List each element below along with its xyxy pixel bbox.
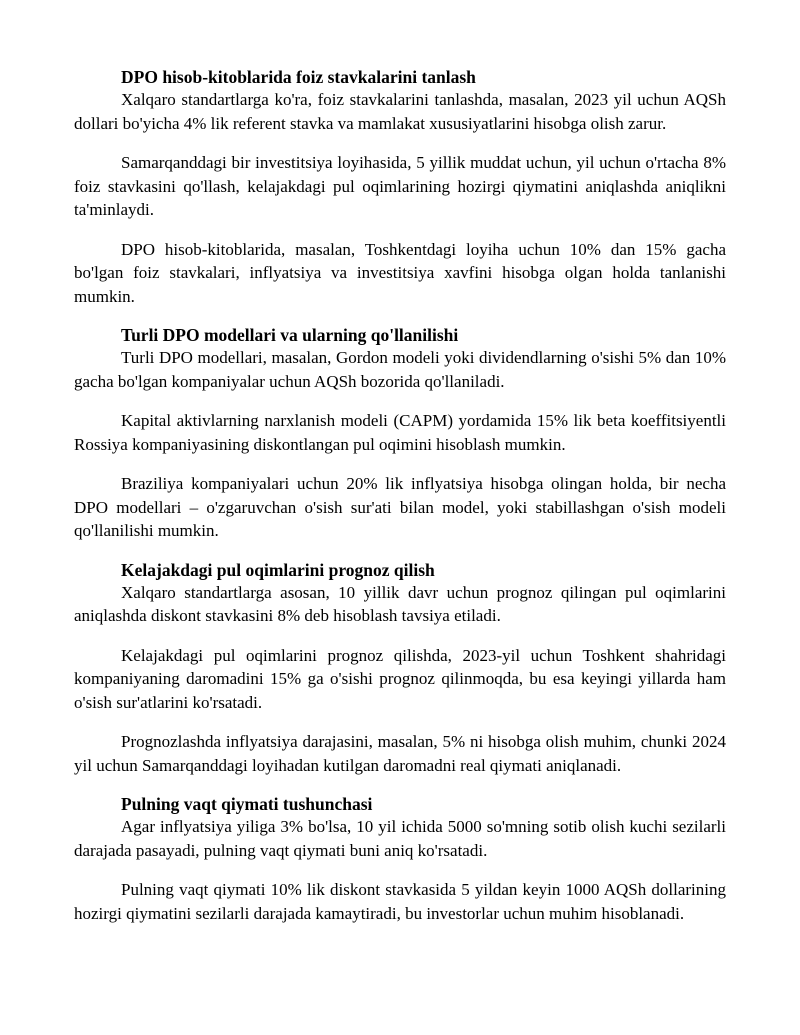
paragraph: Braziliya kompaniyalari uchun 20% lik inflyatsiya hisobga olingan holda, bir necha DPO modellari – o'zgaruvchan o'sish sur'ati bilan model, yoki stabillashgan o'sish modeli qo'llanilishi mumkin.	[74, 474, 726, 540]
paragraph: Turli DPO modellari, masalan, Gordon modeli yoki dividendlarning o'sishi 5% dan 10% gacha bo'lgan kompaniyalar uchun AQSh bozorida qo'llaniladi.	[74, 348, 726, 391]
paragraph: DPO hisob-kitoblarida, masalan, Toshkentdagi loyiha uchun 10% dan 15% gacha bo'lgan foiz stavkalari, inflyatsiya va investitsiya xavfini hisobga olgan holda tanlanishi mumkin.	[74, 239, 726, 306]
paragraph: Kelajakdagi pul oqimlarini prognoz qilishda, 2023-yil uchun Toshkent shahridagi kompaniyaning daromadini 15% ga o'sishi prognoz qilinmoqda, bu esa keyingi yillarda ham o'sish sur'atlarini ko'rsatadi.	[74, 645, 726, 712]
paragraph: Agar inflyatsiya yiliga 3% bo'lsa, 10 yil ichida 5000 so'mning sotib olish kuchi sezilarli darajada pasayadi, pulning vaqt qiymati buni aniq ko'rsatadi.	[74, 817, 726, 860]
document-page	[74, 66, 726, 925]
paragraph: Pulning vaqt qiymati 10% lik diskont stavkasida 5 yildan keyin 1000 AQSh dollarining hozirgi qiymatini sezilarli darajada kamaytiradi, bu investorlar uchun muhim hisoblanadi.	[74, 880, 726, 923]
section-heading: Turli DPO modellari va ularning qo'llanilishi	[121, 325, 459, 345]
section-dpo-models	[74, 324, 726, 543]
section-interest-rate-selection	[74, 66, 726, 308]
paragraph: Kapital aktivlarning narxlanish modeli (CAPM) yordamida 15% lik beta koeffitsiyentli Rossiya kompaniyasining diskontlangan pul oqimini hisoblash mumkin.	[74, 411, 726, 454]
paragraph: Xalqaro standartlarga ko'ra, foiz stavkalarini tanlashda, masalan, 2023 yil uchun AQSh dollari bo'yicha 4% lik referent stavka va mamlakat xususiyatlarini hisobga olish zarur.	[74, 90, 726, 133]
section-time-value-of-money	[74, 793, 726, 925]
section-heading: Pulning vaqt qiymati tushunchasi	[121, 794, 373, 814]
paragraph: Prognozlashda inflyatsiya darajasini, masalan, 5% ni hisobga olish muhim, chunki 2024 yil uchun Samarqanddagi loyihadan kutilgan daromadni real qiymati aniqlanadi.	[74, 732, 726, 775]
paragraph: Samarqanddagi bir investitsiya loyihasida, 5 yillik muddat uchun, yil uchun o'rtacha 8% foiz stavkasini qo'llash, kelajakdagi pul oqimlarining hozirgi qiymatini aniqlashda aniqlikni ta'minlaydi.	[74, 153, 726, 219]
section-heading: DPO hisob-kitoblarida foiz stavkalarini tanlash	[121, 67, 476, 87]
section-cash-flow-forecast	[74, 559, 726, 778]
paragraph: Xalqaro standartlarga asosan, 10 yillik davr uchun prognoz qilingan pul oqimlarini aniqlashda diskont stavkasini 8% deb hisoblash tavsiya etiladi.	[74, 582, 726, 625]
section-heading: Kelajakdagi pul oqimlarini prognoz qilish	[121, 559, 435, 580]
